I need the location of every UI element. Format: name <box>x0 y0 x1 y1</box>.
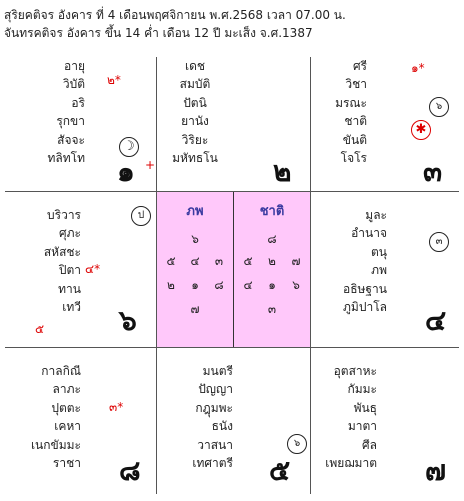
word: โจโร <box>340 151 367 166</box>
word: ภูมิปาโล <box>343 300 387 315</box>
word: มาตา <box>347 419 377 434</box>
center-number: ๕ <box>166 254 176 268</box>
house-3-number: ๓ <box>423 155 443 188</box>
word: วิชา <box>345 77 367 92</box>
word: ศรี <box>352 59 367 73</box>
word: เพยฌมาต <box>325 456 377 471</box>
planet-6-icon: ๖ <box>429 97 449 117</box>
word: สหัสชะ <box>43 244 81 259</box>
word: ธนัง <box>211 419 233 434</box>
header-line-2: จันทรคติจร อังคาร ขึ้น 14 ค่ำ เดือน 12 ปี มะเส็ง จ.ศ.1387 <box>4 26 313 40</box>
word: อำนาจ <box>351 226 387 241</box>
moon-icon: ☽ <box>119 137 139 157</box>
word: ตนุ <box>371 244 387 259</box>
word: เนกขัมมะ <box>30 437 81 452</box>
word: วิบัติ <box>62 77 85 92</box>
center-number: ๔ <box>190 254 200 268</box>
center-number: ๕ <box>243 254 253 268</box>
word: ปิตา <box>58 263 81 278</box>
center-number: ๓ <box>267 302 277 316</box>
house-8-words <box>5 362 81 472</box>
word: ชาติ <box>344 114 367 129</box>
center-right-title: ชาติ <box>259 204 285 219</box>
word: วิริยะ <box>181 132 209 147</box>
center-box <box>157 192 310 347</box>
house-1 <box>5 57 156 191</box>
word: สัจจะ <box>57 132 85 147</box>
center-number: ๓ <box>214 254 224 268</box>
center-number: ๒ <box>167 278 175 292</box>
center-number: ๑ <box>268 278 276 292</box>
word: มหัทธโน <box>172 151 218 166</box>
word: ศีล <box>362 437 377 452</box>
word: บริวาร <box>47 208 81 222</box>
word: อธิษฐาน <box>342 281 387 296</box>
house-1-plus: + <box>145 158 156 172</box>
house-1-words <box>5 57 85 167</box>
house-4-number: ๔ <box>425 304 447 337</box>
word: อุตสาหะ <box>333 364 377 378</box>
planet-6-icon: ๖ <box>287 434 307 454</box>
word: อริ <box>71 95 85 110</box>
word: รุกขา <box>56 114 85 129</box>
header-line-1: สุริยคติจร อังคาร ที่ 4 เดือนพฤศจิกายน พ.ศ.2568 เวลา 07.00 น. <box>4 8 346 22</box>
house-3-red-mark: ๑* <box>411 61 425 75</box>
center-number: ๗ <box>190 302 200 316</box>
planet-p-icon: ป <box>131 206 151 226</box>
house-8-number: ๘ <box>119 454 141 487</box>
word: กฎุมพะ <box>195 400 233 415</box>
word: มรณะ <box>335 95 367 110</box>
word: มนตรี <box>202 364 233 378</box>
house-6-red-letter: ๕ <box>35 322 45 336</box>
center-number: ๑ <box>191 278 199 292</box>
word: สมบัติ <box>179 77 211 92</box>
house-2-number: ๒ <box>273 155 292 188</box>
house-8 <box>5 348 156 494</box>
word: วาสนา <box>197 437 233 452</box>
house-1-red-mark: ๒* <box>107 73 121 87</box>
house-6 <box>5 192 156 347</box>
center-number: ๒ <box>268 254 276 268</box>
house-4 <box>311 192 459 347</box>
word: ภพ <box>371 263 387 278</box>
word: พันธุ <box>353 400 377 415</box>
house-5-words <box>157 362 233 472</box>
word: เคหา <box>54 419 81 434</box>
house-3-words <box>311 57 367 167</box>
word: ศุภะ <box>59 226 81 241</box>
center-number: ๔ <box>243 278 253 292</box>
word: ทลิทโท <box>47 151 85 166</box>
center-number: ๖ <box>191 232 199 246</box>
word: ลาภะ <box>52 382 81 397</box>
planet-3-icon: ๓ <box>429 232 449 252</box>
center-number: ๘ <box>214 278 224 292</box>
house-6-number: ๖ <box>119 304 137 337</box>
word: ปุตตะ <box>51 400 81 415</box>
word: มูละ <box>365 208 387 222</box>
word: เทศาตรี <box>192 456 233 471</box>
house-8-red-mark: ๓* <box>109 400 124 414</box>
house-6-words <box>5 206 81 316</box>
house-2 <box>157 57 310 191</box>
planet-9-icon: ✱ <box>411 120 431 140</box>
house-7-words <box>311 362 377 472</box>
house-7-number: ๗ <box>425 454 447 487</box>
house-5 <box>157 348 310 494</box>
house-5-number: ๕ <box>269 454 291 487</box>
house-4-words <box>311 206 387 316</box>
word: ขันติ <box>342 132 367 147</box>
word: ปัตนิ <box>183 95 207 110</box>
house-1-number: ๑ <box>117 155 135 188</box>
house-2-words <box>157 57 233 167</box>
center-number: ๗ <box>291 254 301 268</box>
word: เทวี <box>62 300 81 315</box>
center-number: ๘ <box>267 232 277 246</box>
word: กัมมะ <box>347 382 377 397</box>
house-7 <box>311 348 459 494</box>
horoscope-chart <box>5 57 459 494</box>
word: อายุ <box>64 59 85 73</box>
center-number: ๖ <box>292 278 300 292</box>
center-left-title: ภพ <box>186 204 204 219</box>
house-6-red-mark: ๔* <box>85 262 101 276</box>
word: ทาน <box>58 281 81 296</box>
word: กาลกิณี <box>41 364 81 378</box>
word: เดช <box>184 59 206 73</box>
house-3 <box>311 57 459 191</box>
word: ปัญญา <box>198 382 233 397</box>
word: ราชา <box>52 456 81 471</box>
word: ยานัง <box>181 114 209 129</box>
